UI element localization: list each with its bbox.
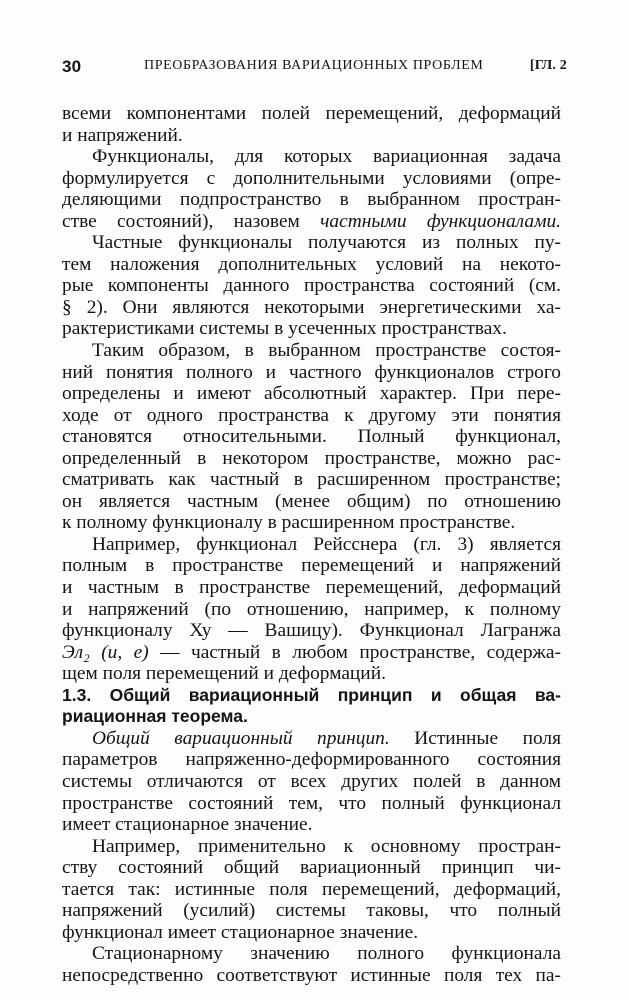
line-text: рактеристиками системы в усеченных пространствах. xyxy=(62,318,507,340)
line-text: системы отличаются от всех других полей в данном xyxy=(62,770,561,792)
line-text: тем наложения дополнительных условий на некото- xyxy=(62,253,561,275)
text-line xyxy=(62,663,561,685)
line-text: пространстве состояний тем, что полный функционал xyxy=(62,792,561,814)
text-line xyxy=(62,857,561,879)
line-text: формулируется с дополнительными условиями (опре- xyxy=(62,167,561,189)
line-text: функционалу Ху — Вашицу). Функционал Лагранжа xyxy=(62,620,561,642)
line-text: имеет стационарное значение. xyxy=(62,814,313,836)
text-line xyxy=(62,814,561,836)
text-line xyxy=(62,362,561,384)
line-text: Например, функционал Рейсснера (гл. 3) является xyxy=(92,533,561,555)
line-text: щем поля перемещений и деформаций. xyxy=(62,663,386,685)
running-title: ПРЕОБРАЗОВАНИЯ ВАРИАЦИОННЫХ ПРОБЛЕМ xyxy=(144,58,484,73)
line-text: параметров напряженно-деформированного состояния xyxy=(62,749,561,771)
text-line xyxy=(62,900,561,922)
text-line xyxy=(62,577,561,599)
text-line xyxy=(62,103,561,125)
page-header xyxy=(62,55,567,79)
text-line xyxy=(62,555,561,577)
italic-fragment: частными функционалами. xyxy=(320,210,561,232)
line-text: § 2). Они являются некоторыми энергетическими ха- xyxy=(62,296,561,318)
text-line xyxy=(62,620,561,642)
text-line xyxy=(62,642,561,664)
section-heading-line xyxy=(62,685,561,707)
text-line xyxy=(62,125,561,147)
line-text: деляющими подпространство в выбранном простран- xyxy=(62,189,561,211)
line-text: непосредственно соответствуют истинные поля тех па- xyxy=(62,964,561,986)
line-text: он является частным (менее общим) по отношению xyxy=(62,490,561,512)
italic-fragment: Эл₂ (u, e) xyxy=(62,641,149,663)
text-line xyxy=(62,836,561,858)
chapter-reference: [ГЛ. 2 xyxy=(529,58,567,73)
line-text: рые компоненты данного пространства состояний (см. xyxy=(62,275,561,297)
line-text: к полному функционалу в расширенном пространстве. xyxy=(62,512,516,534)
line-text: ству состояний общий вариационный принцип чи- xyxy=(62,857,561,879)
text-line xyxy=(62,168,561,190)
text-line xyxy=(62,599,561,621)
text-line xyxy=(62,232,561,254)
line-text: ходе от одного пространства к другому эти понятия xyxy=(62,404,561,426)
line-text: определены и имеют абсолютный характер. При пере- xyxy=(62,383,561,405)
text-line xyxy=(62,146,561,168)
line-text: Частные функционалы получаются из полных пу- xyxy=(92,232,561,254)
line-text: тается так: истинные поля перемещений, деформаций, xyxy=(62,878,561,900)
line-text: риационная теорема. xyxy=(62,706,248,727)
body-text xyxy=(62,103,561,986)
line-text: напряжений (усилий) системы таковы, что полный xyxy=(62,900,561,922)
line-text: и напряжений (по отношению, например, к полному xyxy=(62,598,561,620)
text-line xyxy=(62,922,561,944)
text-line xyxy=(62,340,561,362)
text-line xyxy=(62,771,561,793)
text-line xyxy=(62,749,561,771)
text-line xyxy=(62,879,561,901)
text-line xyxy=(62,275,561,297)
line-text: становятся относительными. Полный функционал, xyxy=(62,426,561,448)
text-line xyxy=(62,318,561,340)
line-text: Функционалы, для которых вариационная задача xyxy=(92,146,561,168)
line-text: определенный в некотором пространстве, можно рас- xyxy=(62,447,561,469)
italic-fragment: Общий вариационный принцип. xyxy=(92,727,390,749)
text-line xyxy=(62,943,561,965)
text-line xyxy=(62,189,561,211)
text-line xyxy=(62,211,561,233)
text-line xyxy=(62,254,561,276)
text-line xyxy=(62,405,561,427)
text-line xyxy=(62,728,561,750)
line-text: 1.3. Общий вариационный принцип и общая ва- xyxy=(62,684,561,705)
line-text: всеми компонентами полей перемещений, деформаций xyxy=(62,103,561,124)
line-text: Стационарному значению полного функционала xyxy=(92,943,561,965)
line-text: и частным в пространстве перемещений, деформаций xyxy=(62,577,561,599)
text-line xyxy=(62,965,561,987)
text-line xyxy=(62,491,561,513)
line-text: — частный в любом пространстве, содержа- xyxy=(160,641,561,663)
text-line xyxy=(62,383,561,405)
line-text: Например, применительно к основному простран- xyxy=(92,835,561,857)
section-heading-line xyxy=(62,706,561,728)
line-text: стве состояний), назовем xyxy=(62,210,300,232)
text-line xyxy=(62,469,561,491)
text-line xyxy=(62,426,561,448)
line-text: Истинные поля xyxy=(414,727,561,749)
line-text: Таким образом, в выбранном пространстве состоя- xyxy=(92,340,561,362)
text-line xyxy=(62,512,561,534)
text-line xyxy=(62,793,561,815)
line-text: сматривать как частный в расширенном пространстве; xyxy=(62,469,561,491)
line-text: и напряжений. xyxy=(62,124,183,146)
text-line xyxy=(62,448,561,470)
text-line xyxy=(62,534,561,556)
line-text: ний понятия полного и частного функционалов строго xyxy=(62,361,561,383)
page-number: 30 xyxy=(62,57,82,76)
text-line xyxy=(62,297,561,319)
line-text: полным в пространстве перемещений и напряжений xyxy=(62,555,561,577)
line-text: функционал имеет стационарное значение. xyxy=(62,921,419,943)
